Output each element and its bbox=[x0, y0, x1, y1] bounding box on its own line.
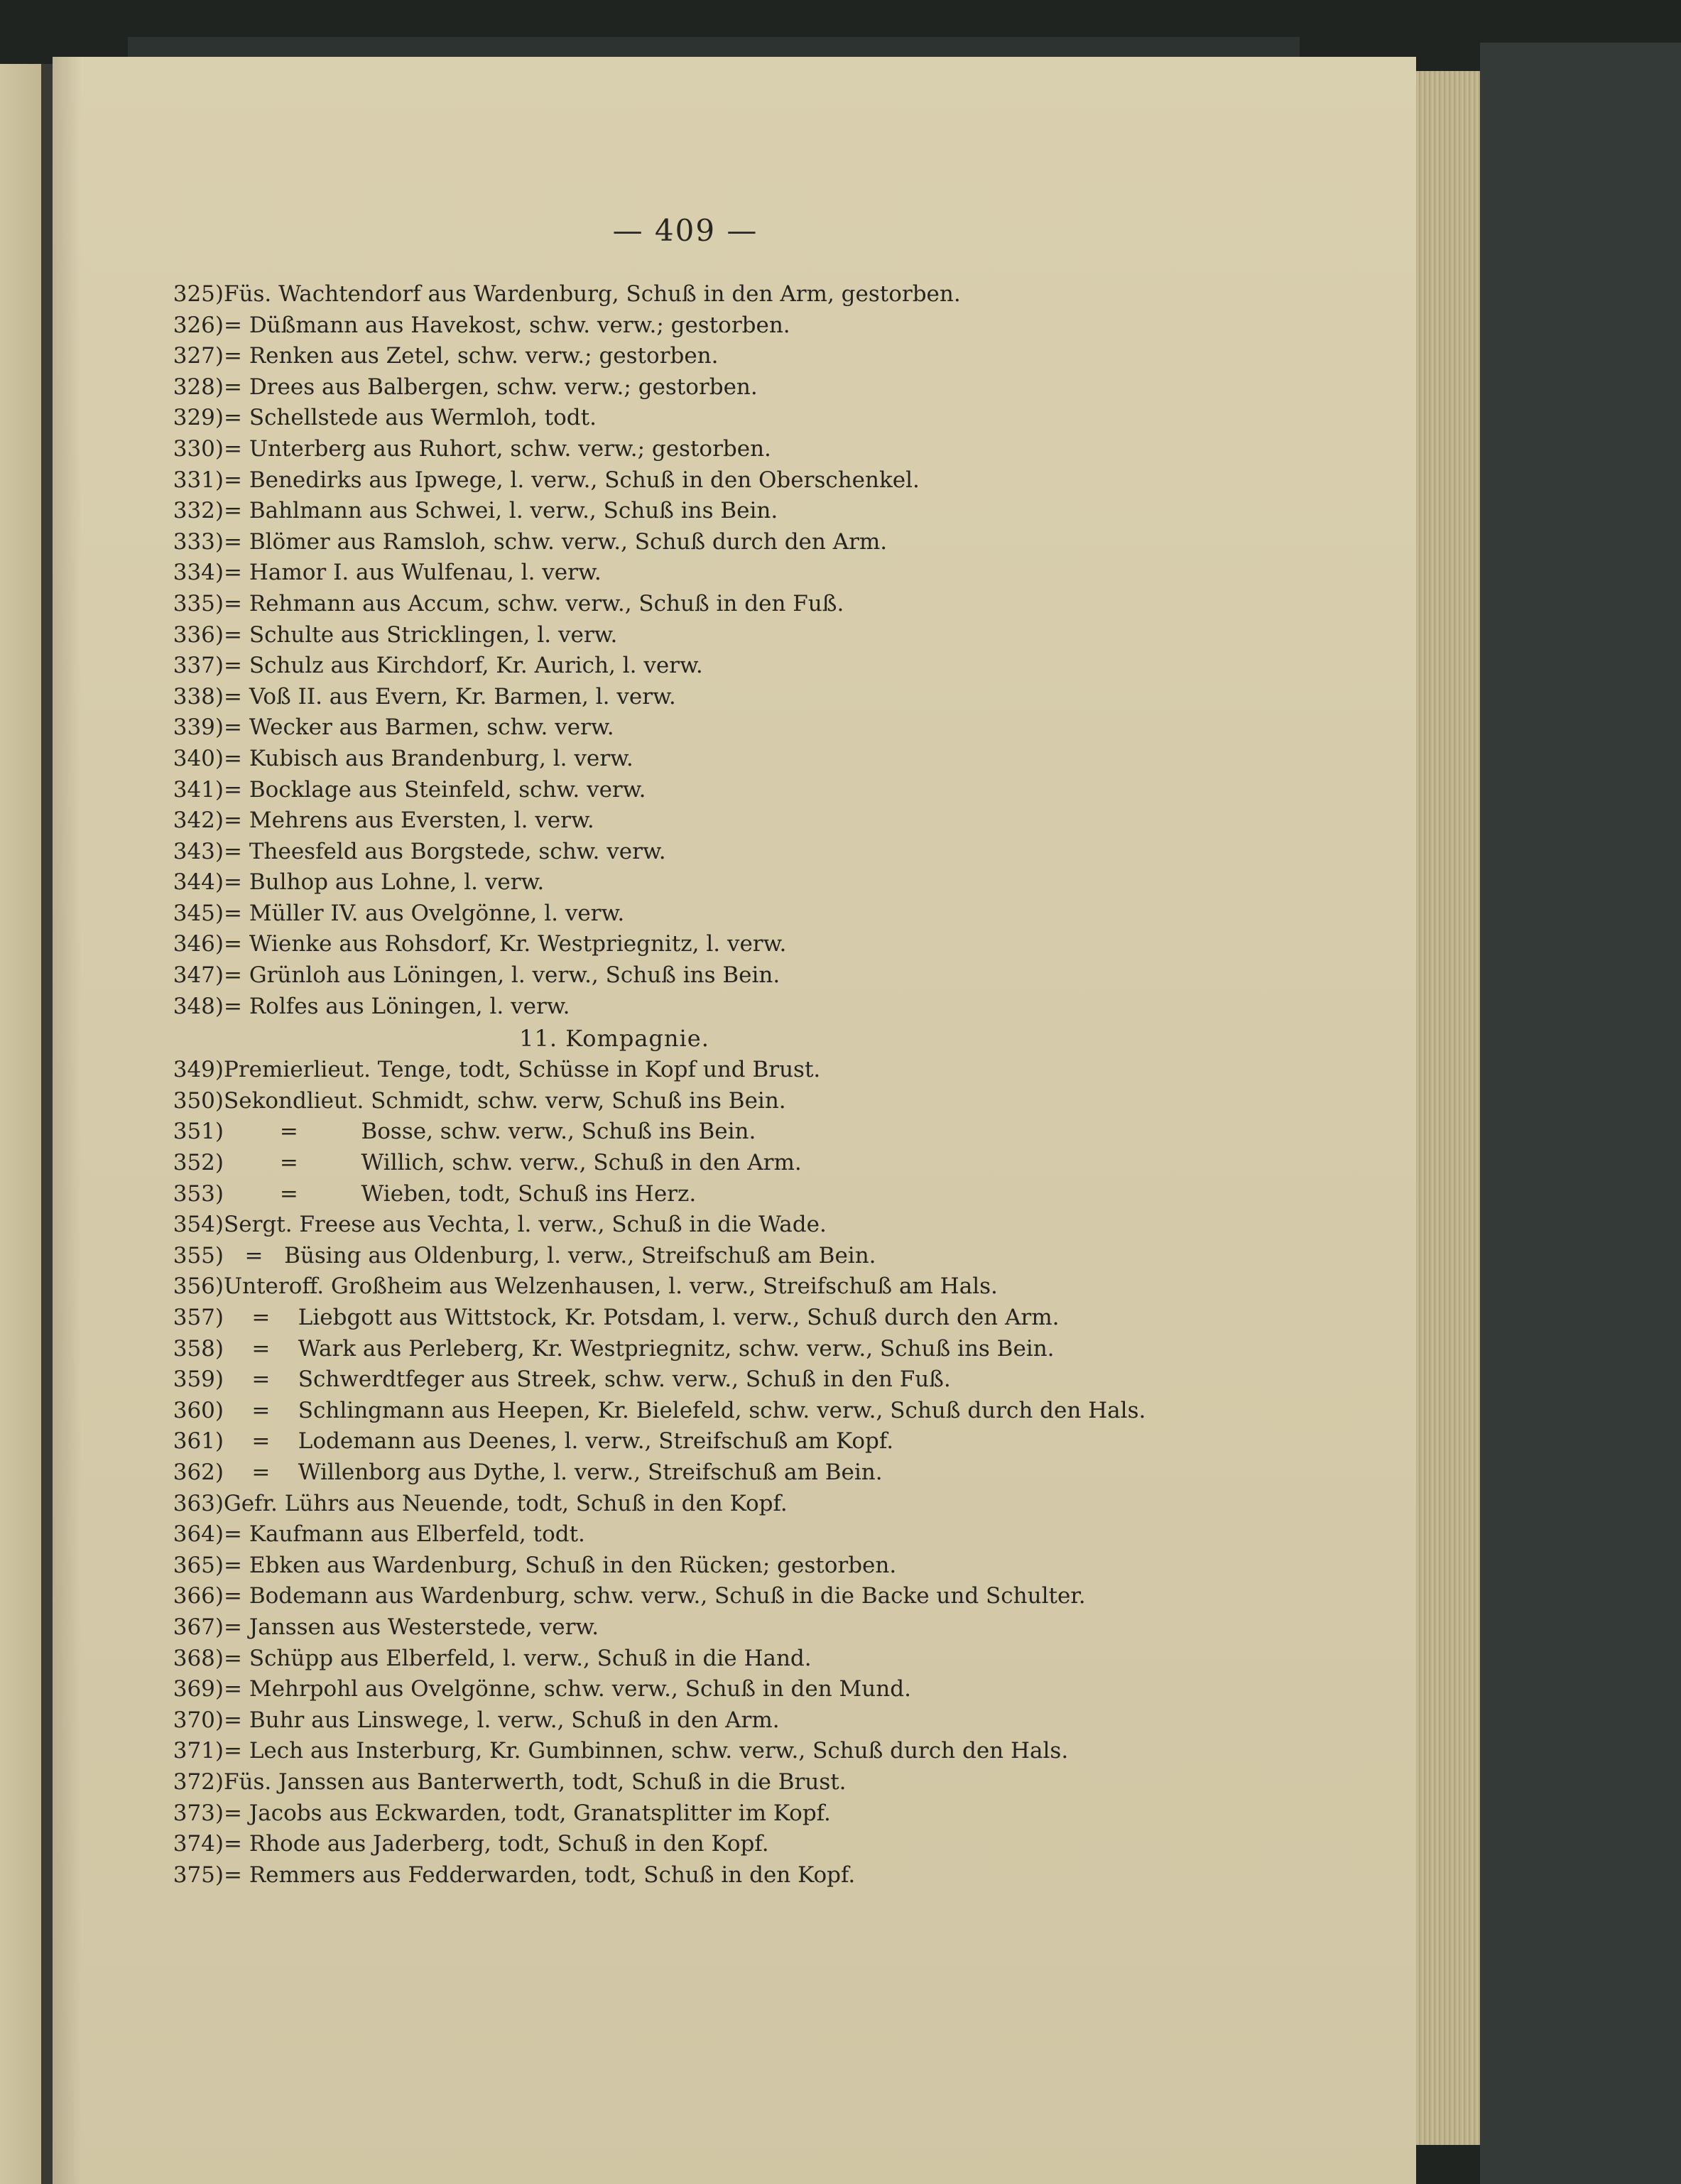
list-item bbox=[153, 279, 1360, 310]
entry-number: 359) bbox=[173, 1367, 224, 1393]
entry-number: 355) bbox=[173, 1242, 224, 1268]
entry-number: 364) bbox=[173, 1521, 224, 1548]
entry-text: = Düßmann aus Havekost, schw. verw.; gestorben. bbox=[224, 312, 790, 338]
list-item bbox=[153, 589, 1360, 620]
entry-number: 347) bbox=[173, 962, 224, 989]
list-item bbox=[153, 1674, 1360, 1705]
entry-text: = Hamor I. aus Wulfenau, l. verw. bbox=[224, 560, 602, 586]
list-item bbox=[153, 992, 1360, 1023]
list-item bbox=[153, 1271, 1360, 1303]
casualty-list bbox=[153, 279, 1360, 1891]
list-item bbox=[153, 775, 1360, 806]
entry-number: 326) bbox=[173, 312, 224, 338]
entry-text: = Ebken aus Wardenburg, Schuß in den Rücken; gestorben. bbox=[224, 1552, 897, 1578]
book-gutter bbox=[41, 64, 53, 2184]
entry-text: = Janssen aus Westerstede, verw. bbox=[224, 1614, 599, 1640]
entry-number: 333) bbox=[173, 528, 224, 555]
list-item bbox=[153, 1148, 1360, 1179]
entry-number: 372) bbox=[173, 1769, 224, 1795]
entry-text: = Schulte aus Stricklingen, l. verw. bbox=[224, 621, 618, 648]
list-item bbox=[153, 620, 1360, 651]
entry-text: = Bulhop aus Lohne, l. verw. bbox=[224, 869, 545, 896]
entry-number: 356) bbox=[173, 1273, 224, 1300]
entry-number: 363) bbox=[173, 1490, 224, 1516]
entry-text: Gefr. Lührs aus Neuende, todt, Schuß in den Kopf. bbox=[224, 1490, 788, 1516]
list-item bbox=[153, 1550, 1360, 1582]
entry-number: 350) bbox=[173, 1087, 224, 1114]
entry-text: = Mehrens aus Eversten, l. verw. bbox=[224, 808, 594, 834]
entry-text: = Lodemann aus Deenes, l. verw., Streifschuß am Kopf. bbox=[224, 1428, 894, 1455]
entry-number: 328) bbox=[173, 374, 224, 400]
list-item bbox=[153, 1364, 1360, 1396]
list-item bbox=[153, 1426, 1360, 1457]
list-item bbox=[153, 1860, 1360, 1891]
list-item bbox=[153, 496, 1360, 527]
list-item bbox=[153, 1241, 1360, 1272]
entry-text: Premierlieut. Tenge, todt, Schüsse in Kopf und Brust. bbox=[224, 1057, 821, 1083]
entry-number: 330) bbox=[173, 435, 224, 462]
entries-group-a bbox=[153, 279, 1360, 1022]
list-item bbox=[153, 744, 1360, 775]
entry-text: = Liebgott aus Wittstock, Kr. Potsdam, l. verw., Schuß durch den Arm. bbox=[224, 1305, 1060, 1330]
entry-number: 343) bbox=[173, 838, 224, 864]
list-item bbox=[153, 712, 1360, 744]
list-item bbox=[153, 1519, 1360, 1550]
entry-number: 353) bbox=[173, 1180, 224, 1207]
entry-number: 357) bbox=[173, 1305, 224, 1330]
entry-text: = Renken aus Zetel, schw. verw.; gestorben. bbox=[224, 343, 719, 369]
entry-number: 348) bbox=[173, 993, 224, 1019]
list-item bbox=[153, 434, 1360, 465]
entry-number: 339) bbox=[173, 715, 224, 741]
entry-number: 340) bbox=[173, 745, 224, 771]
entry-number: 346) bbox=[173, 931, 224, 957]
page-stack-edges bbox=[1416, 71, 1480, 2145]
entry-text: = Willenborg aus Dythe, l. verw., Streifschuß am Bein. bbox=[224, 1459, 883, 1485]
entry-text: = Mehrpohl aus Ovelgönne, schw. verw., Schuß in den Mund. bbox=[224, 1676, 911, 1702]
entry-number: 354) bbox=[173, 1212, 224, 1238]
list-item bbox=[153, 898, 1360, 930]
list-item bbox=[153, 558, 1360, 589]
entry-text: = Müller IV. aus Ovelgönne, l. verw. bbox=[224, 900, 625, 926]
entry-number: 362) bbox=[173, 1459, 224, 1485]
entry-number: 342) bbox=[173, 808, 224, 834]
entry-text: = Schulz aus Kirchdorf, Kr. Aurich, l. verw. bbox=[224, 653, 703, 679]
entry-text: = Wecker aus Barmen, schw. verw. bbox=[224, 715, 614, 741]
list-item bbox=[153, 929, 1360, 960]
entry-number: 337) bbox=[173, 653, 224, 679]
entry-text: = Bahlmann aus Schwei, l. verw., Schuß ins Bein. bbox=[224, 498, 778, 524]
list-item bbox=[153, 1117, 1360, 1148]
entry-number: 335) bbox=[173, 590, 224, 616]
entry-number: 367) bbox=[173, 1614, 224, 1640]
list-item bbox=[153, 1179, 1360, 1210]
list-item bbox=[153, 1334, 1360, 1365]
entry-number: 365) bbox=[173, 1552, 224, 1578]
list-item bbox=[153, 837, 1360, 868]
entry-text: Sekondlieut. Schmidt, schw. verw, Schuß ins Bein. bbox=[224, 1087, 786, 1114]
list-item bbox=[153, 465, 1360, 496]
entry-text: = Rhode aus Jaderberg, todt, Schuß in den Kopf. bbox=[224, 1831, 769, 1857]
entry-number: 334) bbox=[173, 560, 224, 586]
list-item bbox=[153, 1210, 1360, 1241]
entry-text: = Schellstede aus Wermloh, todt. bbox=[224, 405, 597, 431]
entry-text: = Willich, schw. verw., Schuß in den Arm. bbox=[224, 1150, 802, 1176]
entry-number: 331) bbox=[173, 467, 224, 493]
page-number: — 409 — bbox=[612, 213, 758, 248]
entry-text: Füs. Janssen aus Banterwerth, todt, Schuß in die Brust. bbox=[224, 1769, 847, 1795]
book-cover-board bbox=[1480, 43, 1681, 2184]
list-item bbox=[153, 960, 1360, 992]
list-item bbox=[153, 310, 1360, 342]
entry-text: = Schlingmann aus Heepen, Kr. Bielefeld, schw. verw., Schuß durch den Hals. bbox=[224, 1397, 1146, 1423]
list-item bbox=[153, 341, 1360, 372]
entry-number: 349) bbox=[173, 1057, 224, 1083]
entry-text: Sergt. Freese aus Vechta, l. verw., Schuß in die Wade. bbox=[224, 1212, 827, 1238]
entry-number: 375) bbox=[173, 1862, 224, 1888]
list-item bbox=[153, 1612, 1360, 1644]
list-item bbox=[153, 867, 1360, 898]
entry-text: = Lech aus Insterburg, Kr. Gumbinnen, schw. verw., Schuß durch den Hals. bbox=[224, 1738, 1069, 1764]
entry-text: = Wark aus Perleberg, Kr. Westpriegnitz, schw. verw., Schuß ins Bein. bbox=[224, 1335, 1055, 1362]
entry-number: 360) bbox=[173, 1397, 224, 1423]
entry-number: 361) bbox=[173, 1428, 224, 1455]
list-item bbox=[153, 1396, 1360, 1427]
entry-number: 336) bbox=[173, 621, 224, 648]
list-item bbox=[153, 1705, 1360, 1737]
entry-text: = Kaufmann aus Elberfeld, todt. bbox=[224, 1521, 585, 1548]
book-spine-strip bbox=[128, 37, 1300, 58]
entry-number: 325) bbox=[173, 281, 224, 307]
entry-text: = Wienke aus Rohsdorf, Kr. Westpriegnitz, l. verw. bbox=[224, 931, 787, 957]
entries-group-b bbox=[153, 1055, 1360, 1891]
left-page-edge bbox=[0, 64, 41, 2184]
list-item bbox=[153, 1736, 1360, 1767]
entry-number: 338) bbox=[173, 683, 224, 710]
entry-text: = Wieben, todt, Schuß ins Herz. bbox=[224, 1180, 697, 1207]
entry-number: 352) bbox=[173, 1150, 224, 1176]
entry-text: = Drees aus Balbergen, schw. verw.; gestorben. bbox=[224, 374, 758, 400]
entry-number: 345) bbox=[173, 900, 224, 926]
entry-text: = Rehmann aus Accum, schw. verw., Schuß in den Fuß. bbox=[224, 590, 844, 616]
entry-text: = Bocklage aus Steinfeld, schw. verw. bbox=[224, 776, 646, 803]
entry-number: 344) bbox=[173, 869, 224, 896]
entry-text: = Blömer aus Ramsloh, schw. verw., Schuß durch den Arm. bbox=[224, 528, 888, 555]
entry-number: 373) bbox=[173, 1800, 224, 1826]
list-item bbox=[153, 1055, 1360, 1086]
section-heading: 11. Kompagnie. bbox=[519, 1025, 709, 1053]
list-item bbox=[153, 527, 1360, 558]
list-item bbox=[153, 1581, 1360, 1612]
list-item bbox=[153, 1798, 1360, 1830]
list-item bbox=[153, 805, 1360, 837]
entry-text: = Jacobs aus Eckwarden, todt, Granatsplitter im Kopf. bbox=[224, 1800, 831, 1826]
list-item bbox=[153, 1767, 1360, 1798]
list-item bbox=[153, 1303, 1360, 1334]
entry-number: 351) bbox=[173, 1119, 224, 1145]
entry-number: 329) bbox=[173, 405, 224, 431]
entry-number: 332) bbox=[173, 498, 224, 524]
entry-text: = Schwerdtfeger aus Streek, schw. verw., Schuß in den Fuß. bbox=[224, 1367, 951, 1393]
list-item bbox=[153, 372, 1360, 403]
entry-text: = Voß II. aus Evern, Kr. Barmen, l. verw. bbox=[224, 683, 676, 710]
entry-text: = Bodemann aus Wardenburg, schw. verw., Schuß in die Backe und Schulter. bbox=[224, 1583, 1086, 1609]
entry-text: = Grünloh aus Löningen, l. verw., Schuß ins Bein. bbox=[224, 962, 780, 989]
list-item bbox=[153, 1457, 1360, 1489]
entry-text: = Kubisch aus Brandenburg, l. verw. bbox=[224, 745, 633, 771]
entry-number: 374) bbox=[173, 1831, 224, 1857]
entry-number: 341) bbox=[173, 776, 224, 803]
list-item bbox=[153, 651, 1360, 682]
list-item bbox=[153, 1086, 1360, 1117]
list-item bbox=[153, 1829, 1360, 1860]
entry-number: 370) bbox=[173, 1707, 224, 1733]
entry-text: Füs. Wachtendorf aus Wardenburg, Schuß in den Arm, gestorben. bbox=[224, 281, 961, 307]
list-item bbox=[153, 403, 1360, 434]
entry-number: 371) bbox=[173, 1738, 224, 1764]
entry-text: Unteroff. Großheim aus Welzenhausen, l. verw., Streifschuß am Hals. bbox=[224, 1273, 998, 1300]
entry-number: 358) bbox=[173, 1335, 224, 1362]
list-item bbox=[153, 1644, 1360, 1675]
list-item bbox=[153, 1489, 1360, 1520]
entry-text: = Benedirks aus Ipwege, l. verw., Schuß in den Oberschenkel. bbox=[224, 467, 920, 493]
entry-text: = Rolfes aus Löningen, l. verw. bbox=[224, 993, 570, 1019]
list-item bbox=[153, 682, 1360, 713]
entry-number: 366) bbox=[173, 1583, 224, 1609]
entry-text: = Buhr aus Linswege, l. verw., Schuß in den Arm. bbox=[224, 1707, 780, 1733]
entry-text: = Theesfeld aus Borgstede, schw. verw. bbox=[224, 838, 666, 864]
entry-number: 327) bbox=[173, 343, 224, 369]
entry-text: = Remmers aus Fedderwarden, todt, Schuß in den Kopf. bbox=[224, 1862, 856, 1888]
entry-number: 369) bbox=[173, 1676, 224, 1702]
entry-text: = Bosse, schw. verw., Schuß ins Bein. bbox=[224, 1119, 756, 1145]
entry-text: = Schüpp aus Elberfeld, l. verw., Schuß in die Hand. bbox=[224, 1645, 812, 1671]
entry-text: = Büsing aus Oldenburg, l. verw., Streifschuß am Bein. bbox=[224, 1242, 876, 1268]
entry-text: = Unterberg aus Ruhort, schw. verw.; gestorben. bbox=[224, 435, 771, 462]
entry-number: 368) bbox=[173, 1645, 224, 1671]
